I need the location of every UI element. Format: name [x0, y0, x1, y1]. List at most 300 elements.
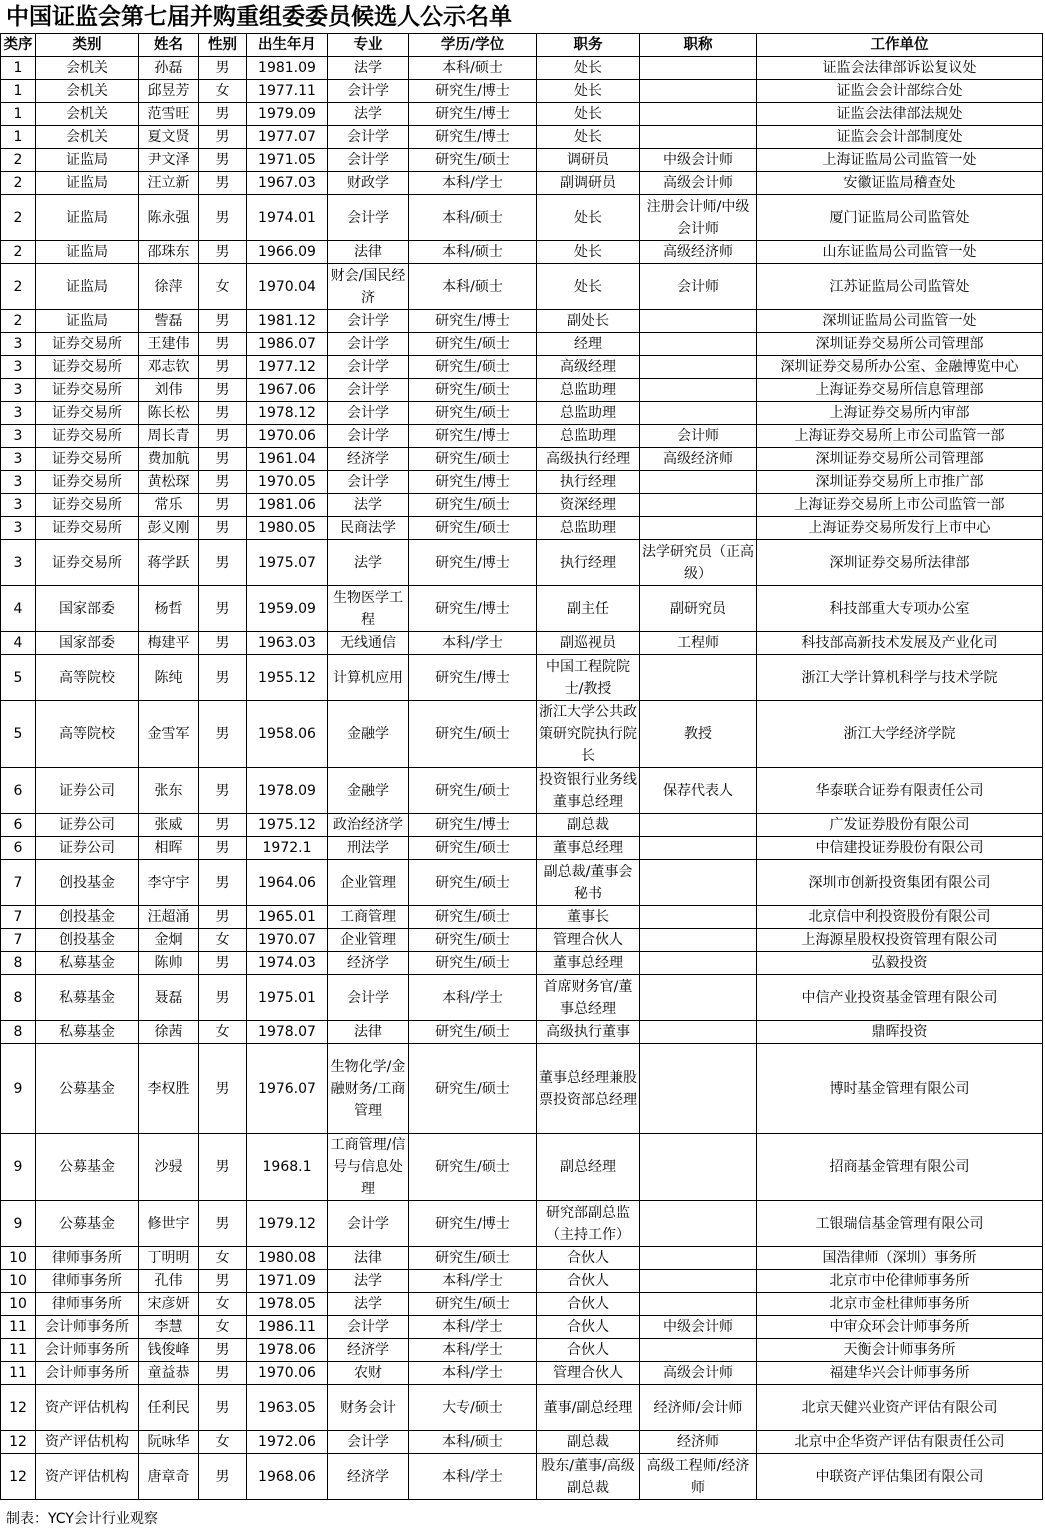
cell-category: 证券交易所: [36, 448, 139, 471]
cell-title: [640, 906, 757, 929]
cell-name: 汪超涌: [139, 906, 199, 929]
cell-name: 尹文泽: [139, 149, 199, 172]
cell-gender: 女: [199, 1316, 247, 1339]
table-row: [1, 264, 1043, 310]
table-row: [1, 379, 1043, 402]
cell-category: 资产评估机构: [36, 1454, 139, 1500]
cell-major: 政治经济学: [328, 814, 409, 837]
cell-degree: 本科/硕士: [409, 57, 537, 80]
cell-birth: 1972.06: [247, 1431, 328, 1454]
cell-degree: 研究生/硕士: [409, 1044, 537, 1134]
cell-employer: 厦门证监局公司监管处: [757, 195, 1043, 241]
cell-category-no: 12: [1, 1454, 36, 1500]
table-row: [1, 860, 1043, 906]
cell-gender: 男: [199, 149, 247, 172]
cell-employer: 中联资产评估集团有限公司: [757, 1454, 1043, 1500]
cell-major: 会计学: [328, 333, 409, 356]
cell-gender: 男: [199, 448, 247, 471]
cell-degree: 研究生/硕士: [409, 1293, 537, 1316]
cell-title: [640, 929, 757, 952]
cell-degree: 研究生/硕士: [409, 356, 537, 379]
cell-position: 合伙人: [537, 1247, 640, 1270]
cell-employer: 证监会法律部诉讼复议处: [757, 57, 1043, 80]
header-birth: 出生年月: [247, 34, 328, 57]
cell-name: 修世宇: [139, 1201, 199, 1247]
cell-employer: 科技部高新技术发展及产业化司: [757, 632, 1043, 655]
cell-employer: 广发证券股份有限公司: [757, 814, 1043, 837]
cell-employer: 证监会法律部法规处: [757, 103, 1043, 126]
cell-category: 证监局: [36, 241, 139, 264]
cell-category: 会计师事务所: [36, 1362, 139, 1385]
cell-employer: 深圳证券交易所上市推广部: [757, 471, 1043, 494]
header-major: 专业: [328, 34, 409, 57]
cell-degree: 研究生/硕士: [409, 494, 537, 517]
cell-category: 证监局: [36, 172, 139, 195]
cell-position: 经理: [537, 333, 640, 356]
cell-major: 会计学: [328, 1431, 409, 1454]
cell-category: 公募基金: [36, 1134, 139, 1201]
cell-employer: 科技部重大专项办公室: [757, 586, 1043, 632]
cell-category: 证券交易所: [36, 517, 139, 540]
cell-category-no: 4: [1, 586, 36, 632]
cell-category-no: 3: [1, 379, 36, 402]
header-category-no: 类序: [1, 34, 36, 57]
cell-birth: 1958.06: [247, 701, 328, 768]
cell-category: 证券交易所: [36, 333, 139, 356]
cell-name: 陈永强: [139, 195, 199, 241]
cell-category: 证券交易所: [36, 379, 139, 402]
cell-category: 国家部委: [36, 586, 139, 632]
cell-position: 处长: [537, 103, 640, 126]
cell-degree: 研究生/博士: [409, 126, 537, 149]
cell-category: 证券公司: [36, 768, 139, 814]
cell-title: [640, 126, 757, 149]
cell-category: 证券交易所: [36, 402, 139, 425]
cell-major: 无线通信: [328, 632, 409, 655]
cell-name: 张东: [139, 768, 199, 814]
cell-birth: 1971.05: [247, 149, 328, 172]
cell-birth: 1966.09: [247, 241, 328, 264]
cell-name: 唐章奇: [139, 1454, 199, 1500]
cell-gender: 男: [199, 126, 247, 149]
cell-employer: 深圳证券交易所法律部: [757, 540, 1043, 586]
cell-employer: 博时基金管理有限公司: [757, 1044, 1043, 1134]
cell-position: 合伙人: [537, 1339, 640, 1362]
cell-category-no: 3: [1, 494, 36, 517]
cell-degree: 研究生/硕士: [409, 1021, 537, 1044]
cell-name: 相晖: [139, 837, 199, 860]
cell-category-no: 3: [1, 333, 36, 356]
cell-gender: 男: [199, 952, 247, 975]
header-position: 职务: [537, 34, 640, 57]
cell-title: [640, 860, 757, 906]
cell-birth: 1978.09: [247, 768, 328, 814]
cell-major: 法学: [328, 103, 409, 126]
cell-birth: 1977.12: [247, 356, 328, 379]
cell-category: 公募基金: [36, 1044, 139, 1134]
cell-degree: 研究生/硕士: [409, 768, 537, 814]
cell-name: 邱昱芳: [139, 80, 199, 103]
cell-employer: 上海证监局公司监管一处: [757, 149, 1043, 172]
table-row: [1, 1201, 1043, 1247]
cell-major: 工商管理: [328, 906, 409, 929]
cell-gender: 男: [199, 172, 247, 195]
cell-category: 创投基金: [36, 906, 139, 929]
cell-degree: 本科/学士: [409, 1316, 537, 1339]
cell-title: 高级经济师: [640, 241, 757, 264]
cell-birth: 1968.06: [247, 1454, 328, 1500]
cell-gender: 女: [199, 929, 247, 952]
cell-name: 邵珠东: [139, 241, 199, 264]
cell-employer: 浙江大学经济学院: [757, 701, 1043, 768]
cell-category-no: 8: [1, 952, 36, 975]
cell-gender: 女: [199, 264, 247, 310]
cell-category-no: 3: [1, 448, 36, 471]
cell-title: 保荐代表人: [640, 768, 757, 814]
cell-gender: 男: [199, 1044, 247, 1134]
table-row: [1, 149, 1043, 172]
cell-position: 副总裁: [537, 1431, 640, 1454]
cell-name: 范雪旺: [139, 103, 199, 126]
cell-position: 处长: [537, 80, 640, 103]
cell-major: 法律: [328, 241, 409, 264]
cell-category: 创投基金: [36, 860, 139, 906]
cell-major: 会计学: [328, 471, 409, 494]
table-row: [1, 1316, 1043, 1339]
cell-major: 法学: [328, 1293, 409, 1316]
cell-gender: 男: [199, 837, 247, 860]
cell-degree: 研究生/硕士: [409, 1134, 537, 1201]
cell-category: 会机关: [36, 80, 139, 103]
cell-title: [640, 1201, 757, 1247]
cell-birth: 1978.07: [247, 1021, 328, 1044]
cell-gender: 男: [199, 655, 247, 701]
cell-category: 证券交易所: [36, 356, 139, 379]
cell-major: 法律: [328, 1021, 409, 1044]
cell-employer: 福建华兴会计师事务所: [757, 1362, 1043, 1385]
cell-category: 公募基金: [36, 1201, 139, 1247]
cell-degree: 本科/硕士: [409, 241, 537, 264]
cell-birth: 1959.09: [247, 586, 328, 632]
cell-category: 创投基金: [36, 929, 139, 952]
cell-gender: 女: [199, 1247, 247, 1270]
cell-employer: 上海证券交易所上市公司监管一部: [757, 494, 1043, 517]
cell-name: 李守宇: [139, 860, 199, 906]
cell-degree: 研究生/硕士: [409, 379, 537, 402]
cell-gender: 男: [199, 333, 247, 356]
cell-gender: 女: [199, 80, 247, 103]
cell-category-no: 11: [1, 1339, 36, 1362]
cell-category: 会机关: [36, 126, 139, 149]
cell-gender: 男: [199, 195, 247, 241]
cell-major: 法律: [328, 1247, 409, 1270]
cell-position: 副巡视员: [537, 632, 640, 655]
cell-category-no: 6: [1, 768, 36, 814]
cell-category-no: 7: [1, 929, 36, 952]
cell-birth: 1964.06: [247, 860, 328, 906]
cell-position: 处长: [537, 57, 640, 80]
cell-title: [640, 975, 757, 1021]
cell-birth: 1979.12: [247, 1201, 328, 1247]
cell-position: 总监助理: [537, 517, 640, 540]
cell-title: 注册会计师/中级会计师: [640, 195, 757, 241]
cell-major: 法学: [328, 1270, 409, 1293]
cell-birth: 1978.12: [247, 402, 328, 425]
table-row: [1, 975, 1043, 1021]
table-row: [1, 1247, 1043, 1270]
cell-name: 陈长松: [139, 402, 199, 425]
cell-degree: 本科/学士: [409, 1339, 537, 1362]
cell-major: 企业管理: [328, 929, 409, 952]
cell-name: 彭义刚: [139, 517, 199, 540]
cell-birth: 1977.07: [247, 126, 328, 149]
cell-gender: 男: [199, 860, 247, 906]
table-row: [1, 1362, 1043, 1385]
cell-gender: 男: [199, 494, 247, 517]
cell-major: 法学: [328, 494, 409, 517]
cell-employer: 北京中企华资产评估有限责任公司: [757, 1431, 1043, 1454]
cell-name: 沙骎: [139, 1134, 199, 1201]
cell-category: 高等院校: [36, 655, 139, 701]
cell-major: 会计学: [328, 356, 409, 379]
cell-category-no: 12: [1, 1385, 36, 1431]
cell-position: 总监助理: [537, 425, 640, 448]
cell-degree: 本科/学士: [409, 1454, 537, 1500]
cell-name: 刘伟: [139, 379, 199, 402]
cell-title: [640, 1134, 757, 1201]
cell-title: [640, 356, 757, 379]
cell-title: 会计师: [640, 425, 757, 448]
cell-degree: 本科/学士: [409, 975, 537, 1021]
cell-title: [640, 494, 757, 517]
cell-category-no: 3: [1, 517, 36, 540]
table-row: [1, 540, 1043, 586]
cell-category-no: 2: [1, 241, 36, 264]
cell-position: 调研员: [537, 149, 640, 172]
cell-degree: 研究生/硕士: [409, 1247, 537, 1270]
cell-category-no: 9: [1, 1134, 36, 1201]
cell-birth: 1955.12: [247, 655, 328, 701]
cell-employer: 深圳市创新投资集团有限公司: [757, 860, 1043, 906]
cell-name: 阮咏华: [139, 1431, 199, 1454]
cell-position: 高级执行经理: [537, 448, 640, 471]
cell-position: 高级执行董事: [537, 1021, 640, 1044]
cell-name: 丁明明: [139, 1247, 199, 1270]
cell-birth: 1975.07: [247, 540, 328, 586]
cell-name: 周长青: [139, 425, 199, 448]
cell-category: 证券交易所: [36, 494, 139, 517]
table-row: [1, 402, 1043, 425]
cell-major: 金融学: [328, 768, 409, 814]
cell-title: [640, 333, 757, 356]
cell-gender: 男: [199, 517, 247, 540]
cell-birth: 1970.05: [247, 471, 328, 494]
table-row: [1, 494, 1043, 517]
cell-birth: 1963.03: [247, 632, 328, 655]
cell-degree: 本科/硕士: [409, 1431, 537, 1454]
cell-gender: 男: [199, 906, 247, 929]
table-row: [1, 1021, 1043, 1044]
table-row: [1, 448, 1043, 471]
cell-birth: 1961.04: [247, 448, 328, 471]
cell-name: 张威: [139, 814, 199, 837]
cell-category: 律师事务所: [36, 1270, 139, 1293]
cell-gender: 男: [199, 768, 247, 814]
cell-title: [640, 1270, 757, 1293]
cell-name: 訾磊: [139, 310, 199, 333]
cell-category-no: 5: [1, 701, 36, 768]
cell-name: 金炯: [139, 929, 199, 952]
cell-category-no: 11: [1, 1362, 36, 1385]
cell-category-no: 8: [1, 975, 36, 1021]
cell-category-no: 3: [1, 425, 36, 448]
cell-major: 刑法学: [328, 837, 409, 860]
table-row: [1, 1270, 1043, 1293]
cell-gender: 男: [199, 1201, 247, 1247]
cell-category: 证监局: [36, 310, 139, 333]
cell-degree: 研究生/博士: [409, 80, 537, 103]
cell-degree: 本科/学士: [409, 172, 537, 195]
cell-gender: 男: [199, 1134, 247, 1201]
cell-name: 徐萍: [139, 264, 199, 310]
cell-name: 夏文贤: [139, 126, 199, 149]
cell-category: 私募基金: [36, 1021, 139, 1044]
cell-position: 副调研员: [537, 172, 640, 195]
table-row: [1, 929, 1043, 952]
table-row: [1, 1454, 1043, 1500]
cell-name: 孙磊: [139, 57, 199, 80]
cell-category: 私募基金: [36, 975, 139, 1021]
cell-title: 高级经济师: [640, 448, 757, 471]
cell-gender: 男: [199, 586, 247, 632]
cell-name: 蒋学跃: [139, 540, 199, 586]
cell-major: 会计学: [328, 126, 409, 149]
cell-gender: 男: [199, 425, 247, 448]
cell-position: 处长: [537, 195, 640, 241]
cell-employer: 安徽证监局稽查处: [757, 172, 1043, 195]
table-row: [1, 906, 1043, 929]
table-row: [1, 632, 1043, 655]
cell-category: 会计师事务所: [36, 1339, 139, 1362]
cell-birth: 1974.01: [247, 195, 328, 241]
cell-birth: 1986.11: [247, 1316, 328, 1339]
cell-title: 中级会计师: [640, 149, 757, 172]
cell-degree: 研究生/博士: [409, 586, 537, 632]
cell-major: 会计学: [328, 975, 409, 1021]
table-body: [1, 57, 1043, 1500]
cell-title: [640, 655, 757, 701]
cell-position: 执行经理: [537, 471, 640, 494]
cell-employer: 浙江大学计算机科学与技术学院: [757, 655, 1043, 701]
table-row: [1, 837, 1043, 860]
cell-name: 常乐: [139, 494, 199, 517]
cell-title: 法学研究员（正高级）: [640, 540, 757, 586]
cell-position: 副总裁/董事会秘书: [537, 860, 640, 906]
cell-employer: 北京市金杜律师事务所: [757, 1293, 1043, 1316]
cell-major: 会计学: [328, 310, 409, 333]
cell-gender: 男: [199, 356, 247, 379]
cell-title: [640, 517, 757, 540]
cell-category-no: 6: [1, 837, 36, 860]
table-row: [1, 814, 1043, 837]
cell-major: 农财: [328, 1362, 409, 1385]
cell-title: 副研究员: [640, 586, 757, 632]
cell-category: 律师事务所: [36, 1293, 139, 1316]
cell-category-no: 1: [1, 126, 36, 149]
cell-title: [640, 103, 757, 126]
table-row: [1, 1044, 1043, 1134]
cell-degree: 研究生/硕士: [409, 333, 537, 356]
table-row: [1, 471, 1043, 494]
cell-name: 金雪军: [139, 701, 199, 768]
cell-position: 合伙人: [537, 1293, 640, 1316]
cell-position: 总监助理: [537, 379, 640, 402]
cell-employer: 北京市中伦律师事务所: [757, 1270, 1043, 1293]
cell-position: 副总经理: [537, 1134, 640, 1201]
cell-name: 陈纯: [139, 655, 199, 701]
table-row: [1, 241, 1043, 264]
table-row: [1, 952, 1043, 975]
cell-category: 资产评估机构: [36, 1385, 139, 1431]
cell-position: 副总裁: [537, 814, 640, 837]
table-row: [1, 768, 1043, 814]
cell-major: 会计学: [328, 149, 409, 172]
cell-employer: 山东证监局公司监管一处: [757, 241, 1043, 264]
cell-title: [640, 837, 757, 860]
cell-birth: 1967.03: [247, 172, 328, 195]
cell-position: 高级经理: [537, 356, 640, 379]
cell-employer: 上海证券交易所发行上市中心: [757, 517, 1043, 540]
cell-employer: 证监会会计部制度处: [757, 126, 1043, 149]
cell-gender: 男: [199, 1270, 247, 1293]
cell-category-no: 3: [1, 540, 36, 586]
cell-position: 董事长: [537, 906, 640, 929]
cell-employer: 江苏证监局公司监管处: [757, 264, 1043, 310]
table-row: [1, 1385, 1043, 1431]
cell-title: [640, 310, 757, 333]
table-row: [1, 310, 1043, 333]
cell-title: [640, 952, 757, 975]
cell-position: 处长: [537, 241, 640, 264]
cell-birth: 1971.09: [247, 1270, 328, 1293]
cell-degree: 研究生/硕士: [409, 402, 537, 425]
cell-name: 费加航: [139, 448, 199, 471]
cell-birth: 1978.05: [247, 1293, 328, 1316]
cell-gender: 男: [199, 632, 247, 655]
cell-major: 会计学: [328, 80, 409, 103]
cell-position: 董事/副总经理: [537, 1385, 640, 1431]
cell-position: 董事总经理: [537, 837, 640, 860]
table-row: [1, 1134, 1043, 1201]
cell-position: 管理合伙人: [537, 1362, 640, 1385]
cell-major: 会计学: [328, 1201, 409, 1247]
cell-major: 法学: [328, 57, 409, 80]
cell-gender: 男: [199, 57, 247, 80]
cell-category-no: 10: [1, 1270, 36, 1293]
cell-major: 会计学: [328, 379, 409, 402]
cell-title: 会计师: [640, 264, 757, 310]
table-row: [1, 1293, 1043, 1316]
cell-category-no: 11: [1, 1316, 36, 1339]
cell-title: [640, 1044, 757, 1134]
cell-category: 会计师事务所: [36, 1316, 139, 1339]
cell-employer: 上海证券交易所上市公司监管一部: [757, 425, 1043, 448]
cell-gender: 男: [199, 241, 247, 264]
cell-title: 经济师/会计师: [640, 1385, 757, 1431]
cell-title: 高级会计师: [640, 1362, 757, 1385]
header-name: 姓名: [139, 34, 199, 57]
cell-degree: 研究生/硕士: [409, 837, 537, 860]
